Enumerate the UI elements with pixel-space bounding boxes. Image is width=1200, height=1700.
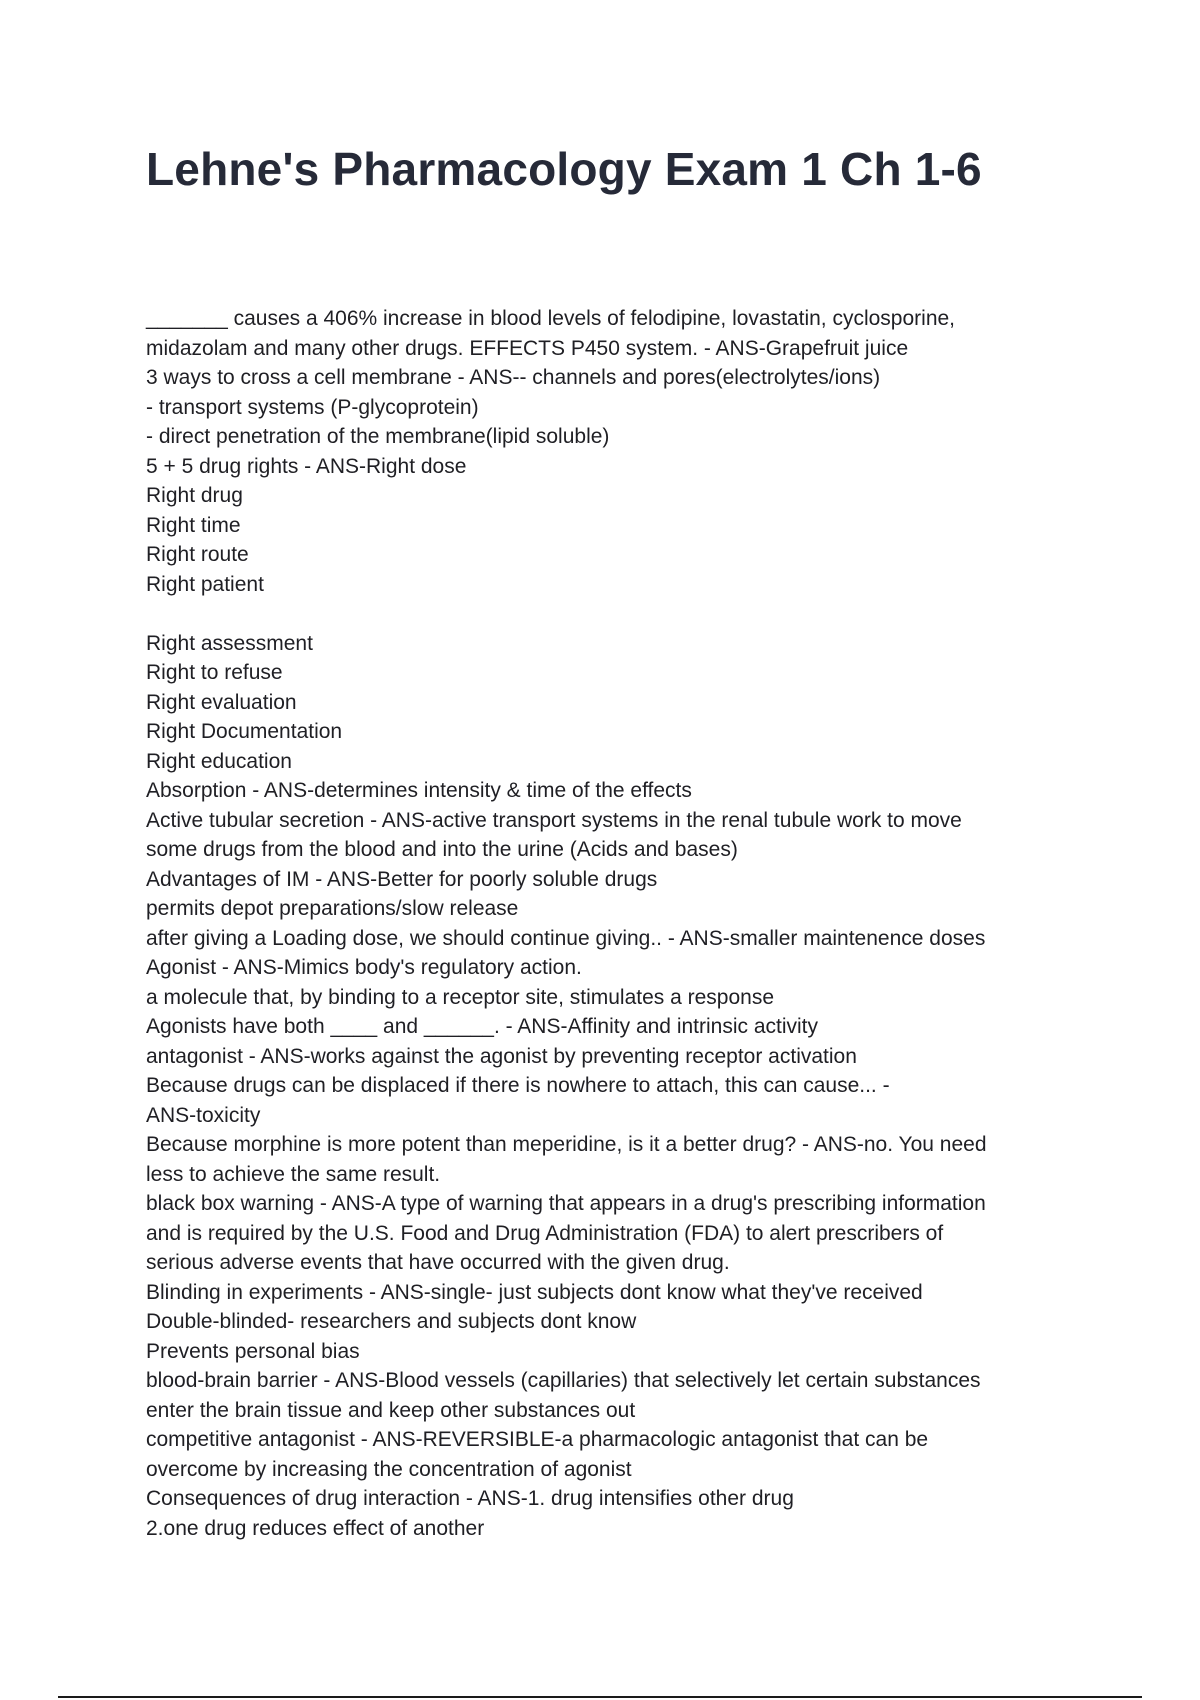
text-line: Because drugs can be displaced if there is nowhere to attach, this can cause... - — [146, 1074, 890, 1097]
text-line: some drugs from the blood and into the urine (Acids and bases) — [146, 838, 738, 861]
text-line: 3 ways to cross a cell membrane - ANS-- channels and pores(electrolytes/ions) — [146, 366, 881, 389]
text-line: Right route — [146, 543, 249, 566]
text-line: Right patient — [146, 572, 264, 596]
text-line: 5 + 5 drug rights - ANS-Right dose — [146, 454, 467, 478]
text-line: Right education — [146, 749, 292, 773]
text-line: enter the brain tissue and keep other substances out — [146, 1398, 636, 1422]
text-line: a molecule that, by binding to a receptor site, stimulates a response — [146, 985, 775, 1009]
text-line: - direct penetration of the membrane(lipid soluble) — [146, 425, 610, 448]
document-title: Lehne's Pharmacology Exam 1 Ch 1-6 — [146, 143, 982, 195]
text-line: Because morphine is more potent than meperidine, is it a better drug? - ANS-no. You need — [146, 1133, 987, 1156]
text-line: after giving a Loading dose, we should continue giving.. - ANS-smaller maintenence doses — [146, 926, 986, 950]
text-line: ANS-toxicity — [146, 1103, 261, 1127]
text-line: and is required by the U.S. Food and Drug Administration (FDA) to alert prescribers of — [146, 1221, 944, 1245]
text-line: antagonist - ANS-works against the agonist by preventing receptor activation — [146, 1044, 857, 1068]
text-line: Right evaluation — [146, 690, 297, 714]
text-line: Agonists have both ____ and ______. - ANS-Affinity and intrinsic activity — [146, 1015, 819, 1038]
text-line: Prevents personal bias — [146, 1339, 360, 1363]
text-line: midazolam and many other drugs. EFFECTS P450 system. - ANS-Grapefruit juice — [146, 336, 909, 360]
text-line: Absorption - ANS-determines intensity & time of the effects — [146, 779, 692, 802]
text-line: Agonist - ANS-Mimics body's regulatory action. — [146, 956, 582, 979]
text-line: Consequences of drug interaction - ANS-1. drug intensifies other drug — [146, 1487, 794, 1510]
text-line: Blinding in experiments - ANS-single- just subjects dont know what they've received — [146, 1280, 923, 1304]
text-line: Right to refuse — [146, 661, 283, 684]
text-line: competitive antagonist - ANS-REVERSIBLE-a pharmacologic antagonist that can be — [146, 1428, 929, 1451]
text-line: Right time — [146, 513, 241, 537]
text-line: - transport systems (P-glycoprotein) — [146, 395, 479, 419]
text-line: Right Documentation — [146, 720, 343, 743]
text-line: less to achieve the same result. — [146, 1162, 441, 1186]
text-line: serious adverse events that have occurred with the given drug. — [146, 1251, 730, 1274]
document-body — [146, 304, 1066, 1543]
text-line: black box warning - ANS-A type of warning that appears in a drug's prescribing information — [146, 1192, 986, 1215]
text-line: overcome by increasing the concentration of agonist — [146, 1457, 632, 1481]
text-line: Right assessment — [146, 631, 313, 655]
text-line: permits depot preparations/slow release — [146, 897, 519, 920]
text-line: Active tubular secretion - ANS-active transport systems in the renal tubule work to move — [146, 808, 962, 832]
text-line: blood-brain barrier - ANS-Blood vessels (capillaries) that selectively let certain substances — [146, 1369, 981, 1392]
blank-line — [146, 599, 1066, 629]
text-line: _______ causes a 406% increase in blood levels of felodipine, lovastatin, cyclosporine, — [146, 307, 956, 330]
text-line: Right drug — [146, 484, 243, 507]
footer-divider — [58, 1696, 1142, 1698]
text-line: Double-blinded- researchers and subjects dont know — [146, 1310, 637, 1333]
text-line: Advantages of IM - ANS-Better for poorly soluble drugs — [146, 867, 658, 891]
text-line: 2.one drug reduces effect of another — [146, 1516, 485, 1540]
